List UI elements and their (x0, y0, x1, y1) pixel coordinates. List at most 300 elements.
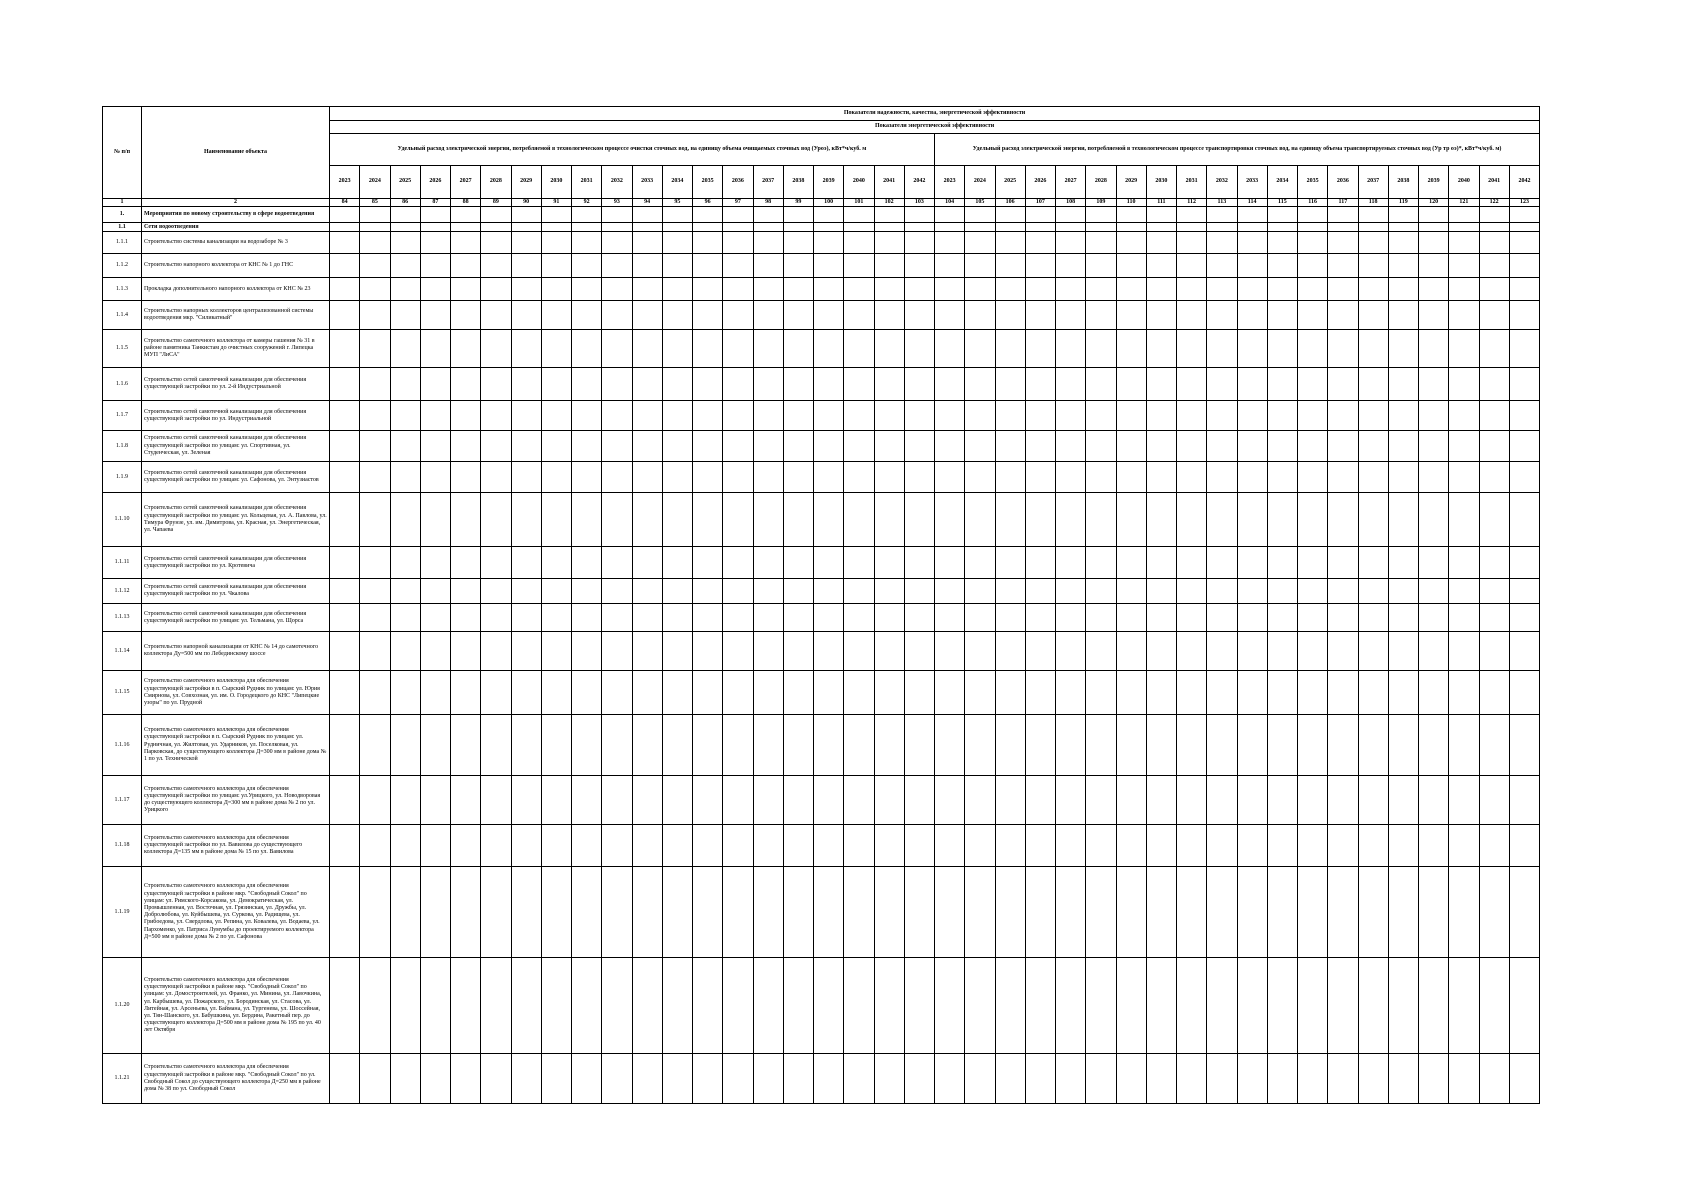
value-cell (1328, 776, 1358, 825)
value-cell (1146, 493, 1176, 547)
value-cell (783, 207, 813, 223)
value-cell (904, 493, 934, 547)
value-cell (935, 462, 965, 493)
value-cell (1267, 604, 1297, 632)
value-cell (1298, 232, 1328, 254)
year-cell: 2040 (1449, 166, 1479, 199)
value-cell (1267, 301, 1297, 330)
value-cell (632, 368, 662, 401)
value-cell (874, 715, 904, 776)
value-cell (330, 254, 360, 278)
value-cell (1419, 825, 1449, 867)
value-cell (723, 330, 753, 368)
value-cell (1056, 368, 1086, 401)
value-cell (1267, 1054, 1297, 1104)
value-cell (995, 223, 1025, 232)
colnum-cell: 87 (420, 199, 450, 207)
value-cell (1388, 671, 1418, 715)
value-cell (1449, 825, 1479, 867)
value-cell (814, 547, 844, 579)
colnum-cell: 94 (632, 199, 662, 207)
value-cell (1207, 232, 1237, 254)
value-cell (1267, 958, 1297, 1054)
value-cell (1056, 776, 1086, 825)
value-cell (360, 330, 390, 368)
value-cell (904, 579, 934, 604)
value-cell (874, 223, 904, 232)
value-cell (753, 867, 783, 958)
value-cell (693, 671, 723, 715)
value-cell (541, 493, 571, 547)
value-cell (1479, 223, 1509, 232)
value-cell (662, 207, 692, 223)
value-cell (1449, 632, 1479, 671)
value-cell (451, 776, 481, 825)
colnum-cell: 93 (602, 199, 632, 207)
value-cell (1237, 493, 1267, 547)
value-cell (1479, 368, 1509, 401)
value-cell (511, 579, 541, 604)
value-cell (723, 368, 753, 401)
value-cell (330, 715, 360, 776)
value-cell (511, 776, 541, 825)
value-cell (965, 431, 995, 462)
value-cell (541, 278, 571, 301)
value-cell (360, 368, 390, 401)
value-cell (390, 232, 420, 254)
value-cell (481, 604, 511, 632)
value-cell (1237, 223, 1267, 232)
row-object-name: Строительство сетей самотечной канализации для обеспечения существующей застройки по улицам: ул. Кольцевая, ул. А. Павлова, ул. Тимура Фрунзе, ул. им. Димитрова, ул. Красная, ул. Энергетическая, ул. Чапаева (142, 493, 330, 547)
value-cell (1146, 579, 1176, 604)
value-cell (572, 207, 602, 223)
value-cell (1328, 547, 1358, 579)
value-cell (1509, 825, 1539, 867)
year-cell: 2041 (874, 166, 904, 199)
row-number: 1.1.5 (103, 330, 142, 368)
value-cell (995, 462, 1025, 493)
value-cell (1449, 431, 1479, 462)
value-cell (1237, 671, 1267, 715)
value-cell (995, 330, 1025, 368)
value-cell (1419, 301, 1449, 330)
value-cell (1237, 825, 1267, 867)
value-cell (1025, 579, 1055, 604)
value-cell (481, 401, 511, 431)
value-cell (1116, 431, 1146, 462)
value-cell (481, 958, 511, 1054)
value-cell (420, 401, 450, 431)
value-cell (1328, 330, 1358, 368)
value-cell (1177, 671, 1207, 715)
value-cell (420, 278, 450, 301)
value-cell (723, 579, 753, 604)
value-cell (1207, 776, 1237, 825)
value-cell (390, 867, 420, 958)
year-cell: 2036 (1328, 166, 1358, 199)
value-cell (1298, 493, 1328, 547)
value-cell (602, 958, 632, 1054)
value-cell (390, 401, 420, 431)
value-cell (995, 301, 1025, 330)
value-cell (1328, 462, 1358, 493)
value-cell (844, 278, 874, 301)
value-cell (995, 254, 1025, 278)
value-cell (1449, 207, 1479, 223)
value-cell (541, 776, 571, 825)
value-cell (904, 431, 934, 462)
value-cell (723, 493, 753, 547)
value-cell (874, 867, 904, 958)
value-cell (390, 330, 420, 368)
value-cell (965, 1054, 995, 1104)
value-cell (1509, 278, 1539, 301)
value-cell (390, 431, 420, 462)
value-cell (1237, 330, 1267, 368)
value-cell (1146, 431, 1176, 462)
value-cell (330, 462, 360, 493)
value-cell (360, 431, 390, 462)
value-cell (995, 867, 1025, 958)
value-cell (1146, 232, 1176, 254)
value-cell (965, 671, 995, 715)
investment-program-table (102, 106, 1540, 1104)
value-cell (1177, 958, 1207, 1054)
value-cell (753, 462, 783, 493)
value-cell (723, 671, 753, 715)
value-cell (814, 579, 844, 604)
value-cell (874, 401, 904, 431)
value-cell (995, 715, 1025, 776)
value-cell (995, 825, 1025, 867)
header-col-name: Наименование объекта (142, 107, 330, 199)
value-cell (1358, 301, 1388, 330)
value-cell (874, 462, 904, 493)
value-cell (1449, 254, 1479, 278)
value-cell (904, 301, 934, 330)
value-cell (844, 493, 874, 547)
value-cell (481, 825, 511, 867)
value-cell (662, 776, 692, 825)
value-cell (420, 1054, 450, 1104)
value-cell (632, 301, 662, 330)
year-cell: 2028 (481, 166, 511, 199)
row-object-name: Строительство сетей самотечной канализации для обеспечения существующей застройки по улицам: ул. Спортивная, ул. Студенческая, ул. Зеленая (142, 431, 330, 462)
value-cell (1509, 462, 1539, 493)
year-cell: 2026 (1025, 166, 1055, 199)
value-cell (1388, 278, 1418, 301)
colnum-cell: 89 (481, 199, 511, 207)
value-cell (662, 301, 692, 330)
value-cell (1298, 254, 1328, 278)
value-cell (662, 278, 692, 301)
value-cell (783, 1054, 813, 1104)
value-cell (935, 493, 965, 547)
value-cell (1358, 493, 1388, 547)
value-cell (572, 278, 602, 301)
value-cell (1267, 867, 1297, 958)
value-cell (451, 232, 481, 254)
value-cell (1116, 462, 1146, 493)
value-cell (753, 671, 783, 715)
value-cell (1207, 825, 1237, 867)
value-cell (1177, 776, 1207, 825)
year-cell: 2038 (1388, 166, 1418, 199)
value-cell (965, 462, 995, 493)
value-cell (753, 715, 783, 776)
colnum-cell: 108 (1056, 199, 1086, 207)
value-cell (1449, 604, 1479, 632)
value-cell (1509, 207, 1539, 223)
value-cell (1146, 867, 1176, 958)
value-cell (935, 671, 965, 715)
colnum-cell: 103 (904, 199, 934, 207)
value-cell (420, 223, 450, 232)
colnum-cell: 98 (753, 199, 783, 207)
value-cell (1358, 401, 1388, 431)
value-cell (723, 254, 753, 278)
value-cell (995, 232, 1025, 254)
row-object-name: Строительство самотечного коллектора для обеспечения существующей застройки в п. Сырский Рудник по улицам: ул. Рудничная, ул. Жилтовая, ул. Ударников, ул. Поселковая, ул. Парковская, до существующего коллектора Д=300 мм в районе дома № 1 по ул. Технической (142, 715, 330, 776)
value-cell (753, 401, 783, 431)
value-cell (753, 431, 783, 462)
value-cell (541, 671, 571, 715)
colnum-cell: 90 (511, 199, 541, 207)
value-cell (874, 958, 904, 1054)
value-cell (814, 223, 844, 232)
header-row-group (103, 107, 1540, 121)
value-cell (965, 232, 995, 254)
value-cell (572, 867, 602, 958)
value-cell (1116, 671, 1146, 715)
value-cell (632, 493, 662, 547)
value-cell (662, 632, 692, 671)
value-cell (1388, 223, 1418, 232)
value-cell (1056, 671, 1086, 715)
value-cell (1298, 278, 1328, 301)
table-row (103, 207, 1540, 223)
value-cell (753, 579, 783, 604)
table-row (103, 776, 1540, 825)
value-cell (783, 715, 813, 776)
value-cell (420, 579, 450, 604)
value-cell (1298, 715, 1328, 776)
value-cell (511, 232, 541, 254)
value-cell (753, 232, 783, 254)
value-cell (541, 330, 571, 368)
value-cell (1237, 715, 1267, 776)
value-cell (1207, 547, 1237, 579)
value-cell (723, 462, 753, 493)
value-cell (632, 632, 662, 671)
row-number: 1.1.10 (103, 493, 142, 547)
value-cell (904, 604, 934, 632)
value-cell (693, 232, 723, 254)
value-cell (1116, 254, 1146, 278)
value-cell (1509, 232, 1539, 254)
value-cell (995, 958, 1025, 1054)
value-cell (1358, 579, 1388, 604)
colnum-cell: 109 (1086, 199, 1116, 207)
value-cell (783, 493, 813, 547)
value-cell (1056, 462, 1086, 493)
table-row (103, 278, 1540, 301)
table-row (103, 632, 1540, 671)
value-cell (995, 431, 1025, 462)
value-cell (1267, 825, 1297, 867)
value-cell (1207, 493, 1237, 547)
value-cell (995, 368, 1025, 401)
value-cell (511, 462, 541, 493)
value-cell (360, 493, 390, 547)
value-cell (572, 715, 602, 776)
value-cell (1025, 301, 1055, 330)
value-cell (662, 223, 692, 232)
value-cell (723, 715, 753, 776)
value-cell (693, 330, 723, 368)
year-cell: 2033 (632, 166, 662, 199)
value-cell (1388, 330, 1418, 368)
value-cell (1146, 368, 1176, 401)
row-object-name: Строительство сетей самотечной канализации для обеспечения существующей застройки по ул. 2-й Индустриальной (142, 368, 330, 401)
year-cell: 2023 (330, 166, 360, 199)
value-cell (1479, 632, 1509, 671)
value-cell (572, 368, 602, 401)
table-row (103, 301, 1540, 330)
value-cell (814, 462, 844, 493)
value-cell (844, 604, 874, 632)
value-cell (1116, 867, 1146, 958)
value-cell (511, 223, 541, 232)
value-cell (753, 330, 783, 368)
value-cell (904, 223, 934, 232)
colnum-cell: 113 (1207, 199, 1237, 207)
value-cell (935, 632, 965, 671)
value-cell (753, 547, 783, 579)
value-cell (572, 604, 602, 632)
value-cell (451, 462, 481, 493)
value-cell (1207, 401, 1237, 431)
value-cell (1298, 825, 1328, 867)
value-cell (632, 223, 662, 232)
value-cell (1388, 493, 1418, 547)
row-number: 1.1.9 (103, 462, 142, 493)
value-cell (1298, 958, 1328, 1054)
value-cell (451, 401, 481, 431)
value-cell (1419, 776, 1449, 825)
value-cell (602, 776, 632, 825)
colnum-cell: 84 (330, 199, 360, 207)
value-cell (1388, 1054, 1418, 1104)
value-cell (632, 431, 662, 462)
value-cell (693, 579, 723, 604)
value-cell (1449, 368, 1479, 401)
value-cell (1086, 401, 1116, 431)
value-cell (844, 1054, 874, 1104)
value-cell (1237, 301, 1267, 330)
value-cell (693, 632, 723, 671)
value-cell (965, 825, 995, 867)
value-cell (511, 401, 541, 431)
value-cell (965, 958, 995, 1054)
value-cell (390, 958, 420, 1054)
value-cell (420, 493, 450, 547)
value-cell (1086, 579, 1116, 604)
value-cell (1419, 223, 1449, 232)
value-cell (874, 301, 904, 330)
value-cell (935, 254, 965, 278)
value-cell (1267, 232, 1297, 254)
value-cell (1358, 330, 1388, 368)
value-cell (1267, 776, 1297, 825)
value-cell (1509, 632, 1539, 671)
value-cell (632, 254, 662, 278)
value-cell (1146, 301, 1176, 330)
value-cell (390, 715, 420, 776)
value-cell (1298, 671, 1328, 715)
value-cell (451, 604, 481, 632)
value-cell (1267, 547, 1297, 579)
value-cell (1207, 431, 1237, 462)
value-cell (572, 232, 602, 254)
value-cell (330, 579, 360, 604)
value-cell (693, 867, 723, 958)
value-cell (420, 301, 450, 330)
value-cell (814, 715, 844, 776)
value-cell (844, 254, 874, 278)
value-cell (511, 671, 541, 715)
value-cell (1388, 579, 1418, 604)
value-cell (904, 1054, 934, 1104)
colnum-cell: 99 (783, 199, 813, 207)
value-cell (330, 493, 360, 547)
year-cell: 2028 (1086, 166, 1116, 199)
value-cell (1328, 493, 1358, 547)
value-cell (965, 207, 995, 223)
value-cell (1056, 715, 1086, 776)
row-object-name: Строительство самотечного коллектора для обеспечения существующей застройки по улицам: ул.Урицкого, ул. Новодворовая до существующего коллектора Д=300 мм в районе дома № 2 по ул. Урицкого (142, 776, 330, 825)
year-cell: 2024 (360, 166, 390, 199)
value-cell (965, 579, 995, 604)
value-cell (965, 401, 995, 431)
value-cell (1479, 431, 1509, 462)
year-cell: 2042 (1509, 166, 1539, 199)
colnum-cell: 115 (1267, 199, 1297, 207)
value-cell (1267, 462, 1297, 493)
value-cell (1328, 958, 1358, 1054)
row-number: 1.1.16 (103, 715, 142, 776)
value-cell (451, 579, 481, 604)
value-cell (783, 232, 813, 254)
value-cell (481, 223, 511, 232)
value-cell (814, 1054, 844, 1104)
value-cell (723, 1054, 753, 1104)
value-cell (995, 493, 1025, 547)
value-cell (632, 715, 662, 776)
value-cell (1207, 207, 1237, 223)
table-row (103, 579, 1540, 604)
value-cell (572, 671, 602, 715)
value-cell (1086, 431, 1116, 462)
row-object-name: Строительство самотечного коллектора для обеспечения существующей застройки в п. Сырский Рудник по улицам: ул. Юрия Смирнова, ул. Совхозная, ул. им. О. Городецкого до КНС "Липецкие узоры" по ул. Прудной (142, 671, 330, 715)
value-cell (511, 254, 541, 278)
value-cell (1509, 401, 1539, 431)
value-cell (904, 867, 934, 958)
value-cell (783, 671, 813, 715)
value-cell (783, 462, 813, 493)
colnum-cell: 122 (1479, 199, 1509, 207)
value-cell (1358, 254, 1388, 278)
